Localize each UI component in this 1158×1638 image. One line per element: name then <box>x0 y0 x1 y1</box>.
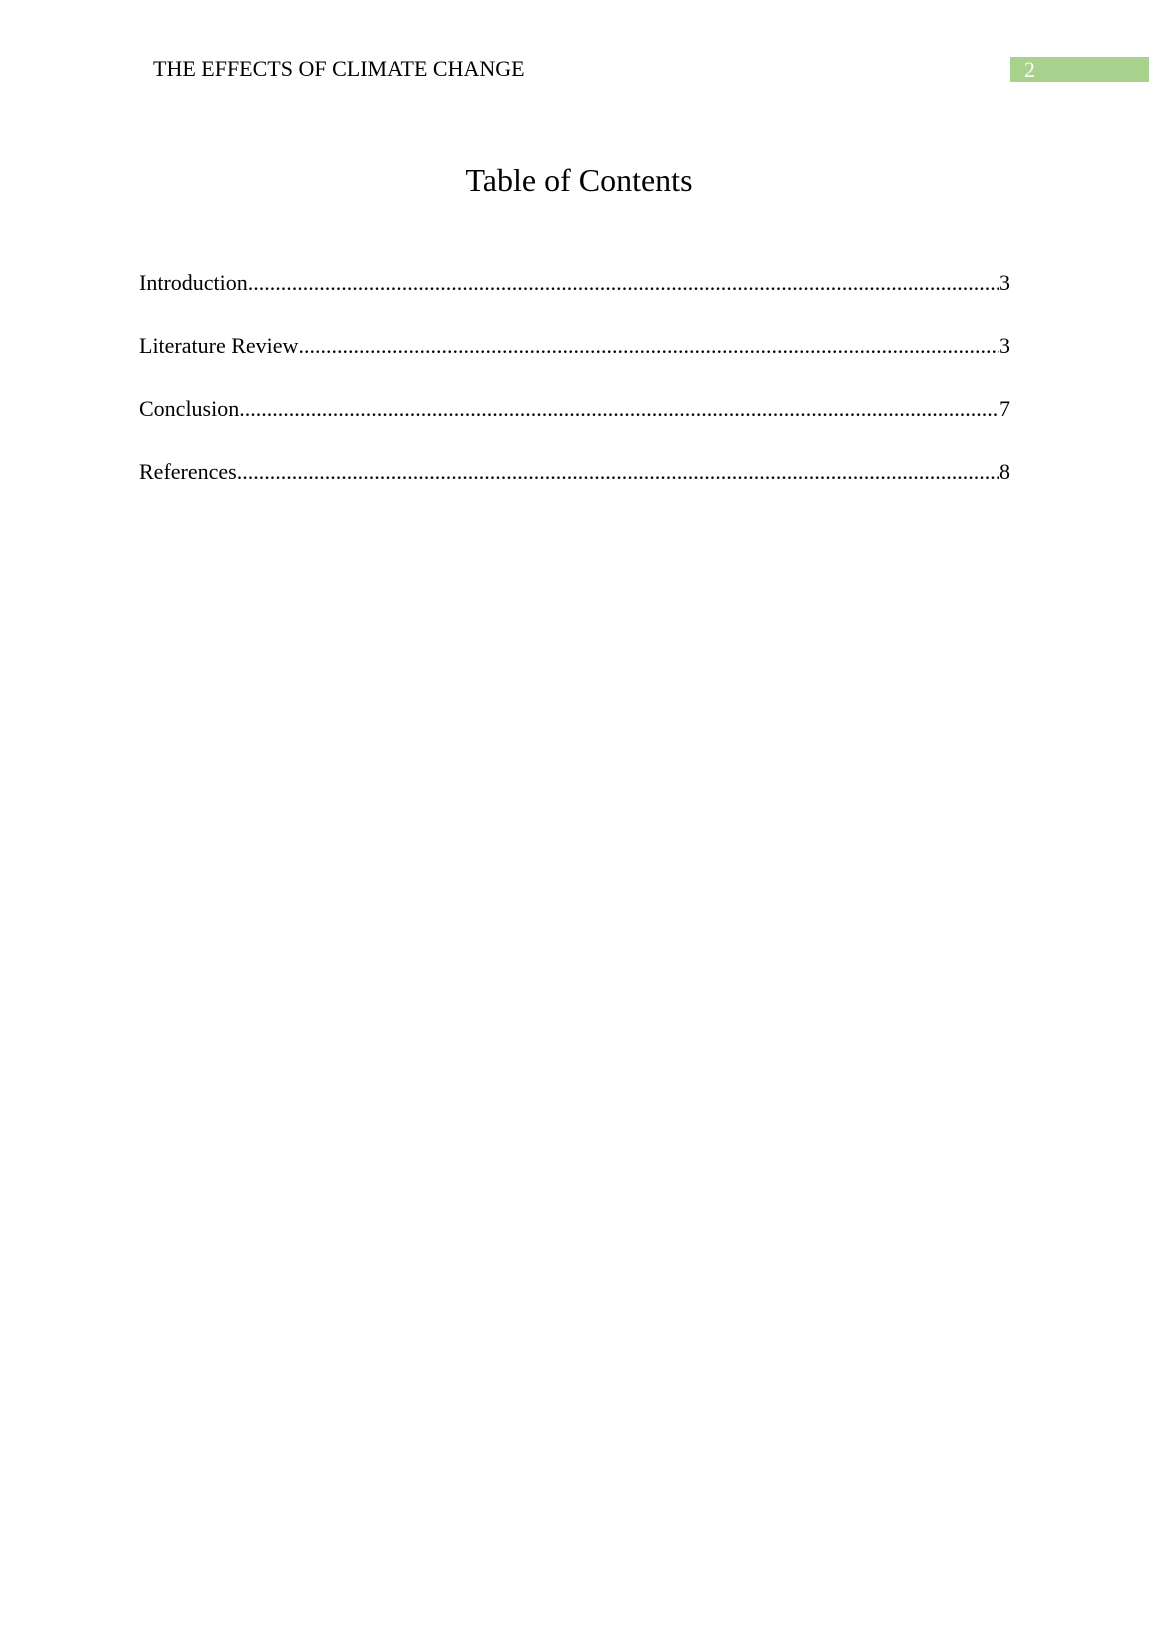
toc-entry-label: References <box>139 459 237 484</box>
page-number-badge <box>1010 57 1149 82</box>
toc-entry-page: 8 <box>999 459 1010 484</box>
toc-entry-introduction[interactable] <box>139 268 1010 331</box>
toc-entry-label: Literature Review <box>139 333 299 358</box>
toc-entry-conclusion[interactable] <box>139 394 1010 457</box>
running-head: THE EFFECTS OF CLIMATE CHANGE <box>153 56 525 81</box>
toc-entry-page: 3 <box>999 270 1010 295</box>
toc-dot-leader <box>248 268 999 298</box>
toc-title: Table of Contents <box>465 162 693 198</box>
page-number: 2 <box>1024 57 1035 82</box>
toc-entry-references[interactable] <box>139 457 1010 520</box>
toc-entry-page: 3 <box>999 333 1010 358</box>
toc-dot-leader <box>298 331 999 361</box>
toc-dot-leader <box>237 457 999 487</box>
toc-entry-label: Conclusion <box>139 396 240 421</box>
toc-entry-literature-review[interactable] <box>139 331 1010 394</box>
toc-entry-label: Introduction <box>139 270 248 295</box>
toc-list <box>139 268 1010 520</box>
toc-dot-leader <box>239 394 999 424</box>
toc-entry-page: 7 <box>999 396 1010 421</box>
